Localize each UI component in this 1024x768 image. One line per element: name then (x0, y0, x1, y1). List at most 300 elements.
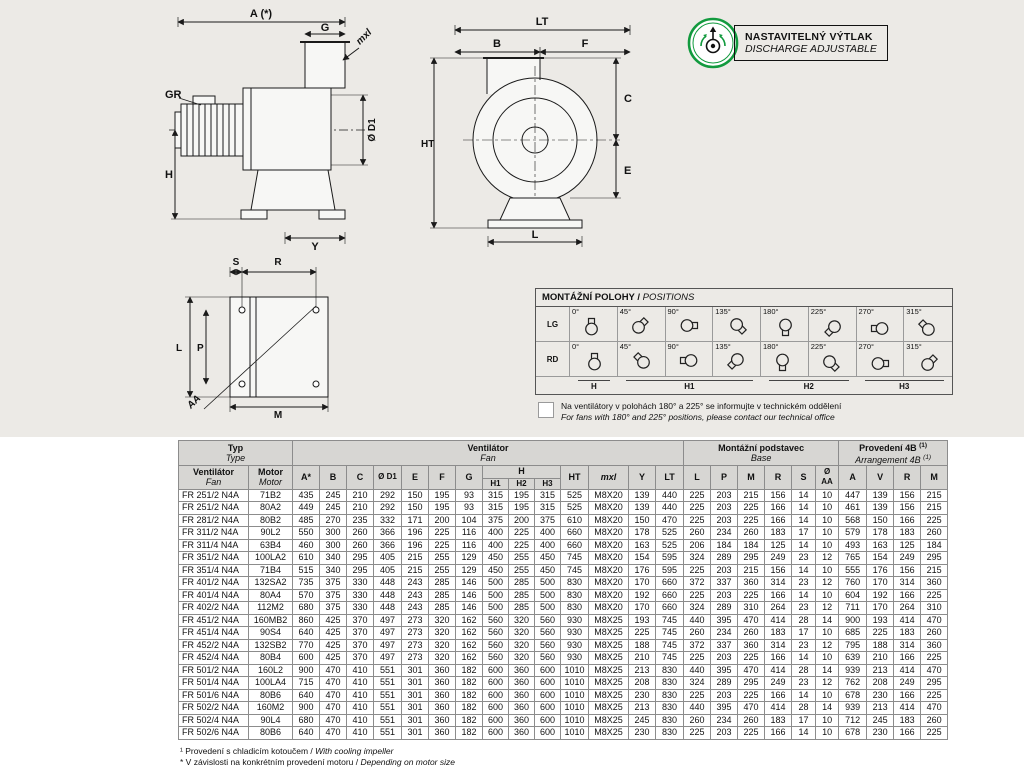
dim-value-cell: 196 (402, 527, 429, 540)
footnote-2-en: Depending on motor size (360, 756, 455, 767)
dim-value-cell: 330 (347, 577, 374, 590)
dim-value-cell: 745 (561, 552, 589, 565)
dim-value-cell: 206 (684, 539, 711, 552)
dim-value-cell: 470 (738, 702, 765, 715)
dim-label-ht: HT (421, 139, 435, 150)
position-angle-label: 225° (810, 342, 827, 351)
dim-value-cell: 375 (535, 514, 561, 527)
dim-value-cell: 203 (711, 489, 738, 502)
dim-value-cell: 314 (894, 639, 921, 652)
position-angle-label: 270° (858, 342, 875, 351)
header-typ (179, 441, 293, 466)
dim-value-cell: 497 (374, 652, 402, 665)
fan-position-icon (722, 313, 750, 341)
dim-value-cell: 166 (894, 689, 921, 702)
dim-value-cell: 579 (839, 527, 867, 540)
dim-value-cell: 225 (629, 627, 656, 640)
position-cell (761, 307, 809, 341)
positions-grid (536, 307, 952, 376)
dim-label-c: C (624, 93, 632, 105)
dim-value-cell: 485 (293, 514, 320, 527)
dim-value-cell: 215 (738, 489, 765, 502)
discharge-adjustable-badge (686, 16, 888, 70)
dim-value-cell: 470 (320, 677, 347, 690)
note-line-en: For fans with 180° and 225° positions, please contact our technical office (561, 412, 835, 422)
header-col-4b-v: V (867, 466, 894, 490)
dim-value-cell: 249 (894, 677, 921, 690)
table-row (179, 514, 948, 527)
dim-value-cell: 795 (839, 639, 867, 652)
dim-value-cell: 830 (656, 714, 684, 727)
dim-value-cell: 525 (656, 527, 684, 540)
header-col-h-group: H (483, 466, 561, 479)
dim-value-cell: 162 (456, 639, 483, 652)
dim-value-cell: 440 (684, 664, 711, 677)
table-row (179, 602, 948, 615)
dim-value-cell: 440 (656, 502, 684, 515)
dim-value-cell: 395 (711, 702, 738, 715)
dim-value-cell: 285 (429, 577, 456, 590)
dim-value-cell: 939 (839, 702, 867, 715)
dim-value-cell: 289 (711, 552, 738, 565)
dim-value-cell: 1010 (561, 664, 589, 677)
fan-model-cell: FR 452/2 N4A (179, 639, 249, 652)
dim-value-cell: 17 (792, 527, 816, 540)
dim-value-cell: 255 (429, 564, 456, 577)
dim-value-cell: 203 (711, 564, 738, 577)
dim-value-cell: 225 (429, 527, 456, 540)
dim-value-cell: 314 (765, 639, 792, 652)
dim-label-m: M (273, 410, 283, 420)
dim-label-base-l: L (176, 343, 183, 354)
dim-value-cell: 285 (509, 589, 535, 602)
dim-value-cell: 273 (402, 639, 429, 652)
dim-value-cell: 414 (765, 614, 792, 627)
position-angle-label: 45° (619, 342, 632, 351)
dim-value-cell: 551 (374, 664, 402, 677)
dim-value-cell: 551 (374, 702, 402, 715)
dim-value-cell: M8X20 (589, 552, 629, 565)
fan-model-cell: FR 502/6 N4A (179, 727, 249, 740)
dim-value-cell: 285 (509, 577, 535, 590)
dim-value-cell: 715 (293, 677, 320, 690)
dim-value-cell: 273 (402, 652, 429, 665)
position-angle-label: 0° (572, 307, 580, 316)
dim-value-cell: 560 (483, 639, 509, 652)
dim-value-cell: 260 (921, 527, 948, 540)
dim-value-cell: 497 (374, 639, 402, 652)
dim-value-cell: 712 (839, 714, 867, 727)
dim-value-cell: 493 (839, 539, 867, 552)
motor-cell: 132SA2 (249, 577, 293, 590)
dim-value-cell: 93 (456, 502, 483, 515)
dim-value-cell: 640 (293, 727, 320, 740)
dim-value-cell: 366 (374, 539, 402, 552)
dim-value-cell: 12 (816, 677, 839, 690)
dim-value-cell: 448 (374, 577, 402, 590)
dim-value-cell: 156 (765, 564, 792, 577)
dim-value-cell: 166 (765, 727, 792, 740)
dim-value-cell: 930 (561, 639, 589, 652)
dim-value-cell: 295 (347, 564, 374, 577)
dim-value-cell: 1010 (561, 714, 589, 727)
positions-title (536, 289, 952, 307)
dim-value-cell: 182 (456, 702, 483, 715)
dim-value-cell: 116 (456, 527, 483, 540)
dim-value-cell: 525 (656, 539, 684, 552)
dim-value-cell: 255 (509, 564, 535, 577)
dim-value-cell: 184 (738, 539, 765, 552)
position-angle-label: 315° (906, 307, 922, 316)
dim-value-cell: 182 (456, 689, 483, 702)
dim-value-cell: 116 (456, 539, 483, 552)
adjustable-discharge-icon (686, 16, 740, 70)
position-angle-label: 90° (667, 307, 679, 316)
dim-value-cell: 230 (629, 689, 656, 702)
dim-value-cell: 235 (347, 514, 374, 527)
dim-value-cell: 260 (684, 714, 711, 727)
dim-value-cell: 324 (684, 677, 711, 690)
dim-value-cell: 320 (509, 639, 535, 652)
dim-value-cell: 470 (738, 614, 765, 627)
dim-value-cell: 23 (792, 602, 816, 615)
header-group-4b-en: Arrangement 4B $^{(1)}$ (855, 454, 932, 465)
positions-title-cs: MONTÁŽNÍ POLOHY / (542, 292, 640, 303)
dim-value-cell: 410 (347, 689, 374, 702)
dim-value-cell: 183 (765, 527, 792, 540)
motor-cell: 160M2 (249, 702, 293, 715)
dim-value-cell: 225 (921, 589, 948, 602)
dim-value-cell: 225 (921, 514, 948, 527)
dim-value-cell: 10 (816, 714, 839, 727)
dim-value-cell: 830 (656, 727, 684, 740)
dim-value-cell: 555 (839, 564, 867, 577)
dim-value-cell: 146 (456, 589, 483, 602)
dim-value-cell: 315 (483, 502, 509, 515)
dim-value-cell: 154 (867, 552, 894, 565)
header-typ-cs: Typ (227, 443, 244, 453)
position-cell (857, 341, 905, 376)
dim-value-cell: 660 (656, 602, 684, 615)
dim-value-cell: 400 (483, 539, 509, 552)
dim-value-cell: 370 (347, 614, 374, 627)
dim-value-cell: 285 (509, 602, 535, 615)
note-line-cs: Na ventilátory v polohách 180° a 225° se informujte v technickém oddělení (561, 401, 842, 411)
motor-cell: 80B6 (249, 689, 293, 702)
dim-value-cell: 192 (629, 589, 656, 602)
table-row (179, 677, 948, 690)
dim-value-cell: 450 (535, 552, 561, 565)
position-angle-label: 180° (763, 342, 779, 351)
footnote-1-cs: ¹ Provedení s chladicím kotoučem / (180, 746, 316, 756)
dim-value-cell: 360 (509, 677, 535, 690)
dim-value-cell: 225 (921, 689, 948, 702)
dim-value-cell: 225 (738, 514, 765, 527)
dim-value-cell: 182 (456, 727, 483, 740)
dim-label-s: S (232, 257, 240, 268)
dim-value-cell: 320 (429, 614, 456, 627)
header-group-base-cs: Montážní podstavec (718, 443, 805, 453)
dim-value-cell: 1010 (561, 727, 589, 740)
dim-value-cell: 595 (656, 564, 684, 577)
dim-value-cell: 245 (629, 714, 656, 727)
dim-value-cell: 170 (867, 577, 894, 590)
dim-value-cell: 830 (656, 664, 684, 677)
table-body (179, 489, 948, 739)
position-cell (570, 341, 618, 376)
dim-value-cell: 762 (839, 677, 867, 690)
dim-value-cell: 440 (656, 489, 684, 502)
dim-value-cell: 162 (456, 614, 483, 627)
dim-value-cell: 260 (684, 627, 711, 640)
dim-value-cell: 360 (429, 664, 456, 677)
note-marker-square (538, 402, 554, 418)
dim-value-cell: 301 (402, 702, 429, 715)
dim-value-cell: 435 (293, 489, 320, 502)
dim-value-cell: 639 (839, 652, 867, 665)
dim-value-cell: 260 (738, 527, 765, 540)
dim-label-a: A (*) (249, 8, 273, 20)
dim-value-cell: 260 (921, 627, 948, 640)
dim-value-cell: 125 (765, 539, 792, 552)
dim-value-cell: 28 (792, 702, 816, 715)
dim-value-cell: 337 (711, 577, 738, 590)
fan-position-icon (679, 352, 699, 372)
header-col-b: B (320, 466, 347, 490)
dim-value-cell: 680 (293, 714, 320, 727)
dim-value-cell: 225 (509, 527, 535, 540)
table-row (179, 577, 948, 590)
dim-label-p: P (197, 343, 204, 354)
height-label-h: H (578, 380, 610, 391)
dim-value-cell: 315 (483, 489, 509, 502)
motor-cell: 71B2 (249, 489, 293, 502)
dim-value-cell: 166 (765, 689, 792, 702)
dim-value-cell: 213 (867, 702, 894, 715)
dim-value-cell: M8X20 (589, 539, 629, 552)
position-angle-label: 180° (763, 307, 779, 316)
dim-value-cell: 600 (535, 702, 561, 715)
dim-value-cell: 660 (656, 589, 684, 602)
dim-value-cell: 14 (792, 489, 816, 502)
fan-model-cell: FR 281/2 N4A (179, 514, 249, 527)
dim-value-cell: 14 (816, 702, 839, 715)
dim-value-cell: 375 (320, 589, 347, 602)
dim-value-cell: 560 (483, 627, 509, 640)
dim-value-cell: 360 (509, 702, 535, 715)
positions-bottom-spacer (536, 379, 570, 391)
header-col-base-m: M (738, 466, 765, 490)
fan-model-cell: FR 451/2 N4A (179, 614, 249, 627)
dim-value-cell: 225 (509, 539, 535, 552)
motor-cell: 80B2 (249, 514, 293, 527)
position-cell (713, 307, 761, 341)
height-label-h3: H3 (865, 380, 945, 391)
dim-value-cell: 600 (483, 664, 509, 677)
dim-value-cell: 10 (816, 527, 839, 540)
dim-value-cell: 150 (629, 514, 656, 527)
dim-value-cell: 295 (738, 677, 765, 690)
base-plan-geometry (204, 297, 328, 409)
dim-value-cell: 163 (629, 539, 656, 552)
position-angle-label: 270° (858, 307, 875, 316)
header-col-f: F (429, 466, 456, 490)
badge-title-en: DISCHARGE ADJUSTABLE (745, 43, 877, 55)
motor-cell: 80B4 (249, 652, 293, 665)
dim-value-cell: 375 (483, 514, 509, 527)
header-col-a: A* (293, 466, 320, 490)
dim-value-cell: 640 (293, 627, 320, 640)
positions-note (538, 401, 950, 423)
fan-model-cell: FR 401/2 N4A (179, 577, 249, 590)
header-group-4b (839, 441, 948, 466)
dim-value-cell: 500 (483, 589, 509, 602)
dim-value-cell: 10 (816, 564, 839, 577)
dim-value-cell: 183 (765, 714, 792, 727)
dim-value-cell: 176 (629, 564, 656, 577)
table-row (179, 714, 948, 727)
dim-value-cell: 129 (456, 564, 483, 577)
dim-value-cell: 215 (402, 552, 429, 565)
dim-label-f: F (581, 38, 589, 50)
dim-value-cell: 225 (738, 727, 765, 740)
fan-front-view-drawing (420, 14, 650, 249)
header-col-ht: HT (561, 466, 589, 490)
dim-value-cell: 595 (656, 552, 684, 565)
dim-value-cell: 10 (816, 652, 839, 665)
dim-value-cell: M8X25 (589, 727, 629, 740)
dim-value-cell: 301 (402, 677, 429, 690)
dim-value-cell: 324 (684, 552, 711, 565)
dim-value-cell: 166 (894, 514, 921, 527)
dim-value-cell: 360 (429, 714, 456, 727)
dim-value-cell: 208 (867, 677, 894, 690)
dim-value-cell: 560 (535, 639, 561, 652)
dim-value-cell: 470 (320, 689, 347, 702)
dim-value-cell: 678 (839, 727, 867, 740)
position-cell (904, 307, 952, 341)
header-group-fan-cs: Ventilátor (467, 443, 509, 453)
dim-value-cell: 310 (921, 602, 948, 615)
fan-position-icon (914, 348, 942, 376)
fan-model-cell: FR 502/4 N4A (179, 714, 249, 727)
dim-value-cell: 1010 (561, 689, 589, 702)
dim-value-cell: M8X25 (589, 639, 629, 652)
motor-cell: 112M2 (249, 602, 293, 615)
dim-value-cell: 10 (816, 627, 839, 640)
dim-value-cell: M8X20 (589, 502, 629, 515)
fan-side-view-drawing (163, 6, 403, 251)
dim-value-cell: 830 (656, 702, 684, 715)
dim-value-cell: 139 (629, 502, 656, 515)
dim-value-cell: 330 (347, 602, 374, 615)
dim-value-cell: 215 (402, 564, 429, 577)
dim-value-cell: 745 (561, 564, 589, 577)
dim-value-cell: 14 (792, 539, 816, 552)
dim-value-cell: 425 (320, 614, 347, 627)
dim-value-cell: 337 (711, 639, 738, 652)
dim-value-cell: M8X20 (589, 564, 629, 577)
dim-value-cell: M8X25 (589, 714, 629, 727)
dim-value-cell: M8X20 (589, 527, 629, 540)
header-col-base-l: L (684, 466, 711, 490)
dim-value-cell: 930 (561, 627, 589, 640)
dim-value-cell: 292 (374, 489, 402, 502)
dim-value-cell: 17 (792, 714, 816, 727)
table-row (179, 527, 948, 540)
dim-value-cell: 295 (347, 552, 374, 565)
dim-value-cell: 183 (894, 627, 921, 640)
position-cell (857, 307, 905, 341)
dim-value-cell: 195 (509, 489, 535, 502)
fan-position-icon (870, 317, 890, 337)
dim-value-cell: 176 (867, 564, 894, 577)
motor-cell: 90L2 (249, 527, 293, 540)
dim-value-cell: 395 (711, 664, 738, 677)
motor-cell: 63B4 (249, 539, 293, 552)
dim-value-cell: 500 (535, 589, 561, 602)
dim-value-cell: 195 (509, 502, 535, 515)
dim-value-cell: 301 (402, 714, 429, 727)
dim-value-cell: 260 (738, 714, 765, 727)
dim-value-cell: 295 (921, 552, 948, 565)
dim-value-cell: 260 (347, 539, 374, 552)
dim-value-cell: 210 (867, 652, 894, 665)
dim-value-cell: 225 (684, 727, 711, 740)
dim-value-cell: 315 (535, 489, 561, 502)
header-col-h3: H3 (535, 478, 561, 489)
dim-value-cell: 600 (535, 714, 561, 727)
dim-value-cell: 525 (561, 489, 589, 502)
dim-value-cell: M8X20 (589, 514, 629, 527)
dim-value-cell: 400 (535, 527, 561, 540)
dim-value-cell: 314 (765, 577, 792, 590)
dim-value-cell: 14 (816, 614, 839, 627)
motor-cell: 80B6 (249, 727, 293, 740)
position-angle-label: 45° (619, 307, 632, 316)
dim-value-cell: 570 (293, 589, 320, 602)
dim-value-cell: 360 (738, 577, 765, 590)
dim-value-cell: 225 (684, 689, 711, 702)
dim-value-cell: 166 (765, 652, 792, 665)
dim-value-cell: M8X25 (589, 627, 629, 640)
dim-value-cell: 830 (656, 689, 684, 702)
position-angle-label: 135° (715, 307, 731, 316)
note-text (561, 401, 841, 423)
dim-value-cell: 260 (921, 714, 948, 727)
dim-label-gr: GR (165, 89, 182, 101)
fan-position-icon (914, 313, 942, 341)
dim-value-cell: 10 (816, 489, 839, 502)
position-cell (618, 341, 666, 376)
dim-value-cell: 600 (535, 677, 561, 690)
dim-value-cell: 230 (867, 727, 894, 740)
dim-value-cell: 10 (816, 689, 839, 702)
dim-value-cell: 360 (509, 689, 535, 702)
dim-value-cell: 360 (921, 639, 948, 652)
dim-value-cell: 23 (792, 639, 816, 652)
base-plan-drawing (170, 252, 345, 420)
dim-value-cell: 410 (347, 702, 374, 715)
dim-value-cell: 225 (684, 502, 711, 515)
dim-value-cell: 939 (839, 664, 867, 677)
dim-value-cell: 745 (656, 652, 684, 665)
dim-value-cell: 678 (839, 689, 867, 702)
header-col-d1: Ø D1 (374, 466, 402, 490)
dim-value-cell: 225 (921, 727, 948, 740)
dim-value-cell: 249 (894, 552, 921, 565)
dim-value-cell: 163 (867, 539, 894, 552)
